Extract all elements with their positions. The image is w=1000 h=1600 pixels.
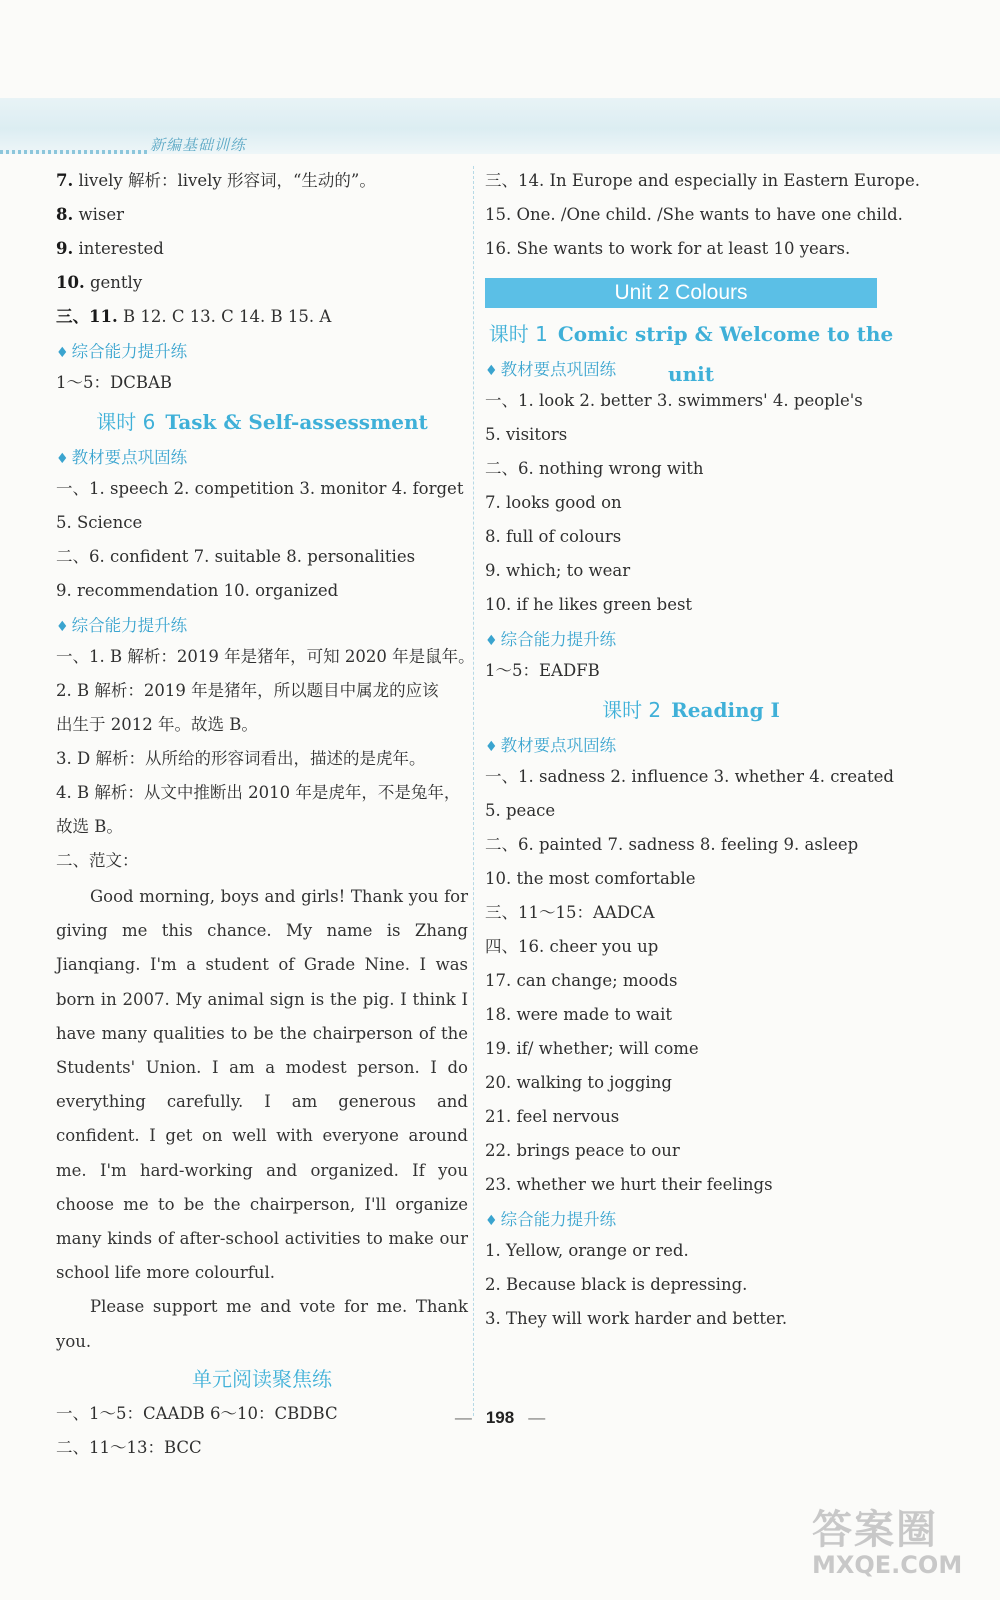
diamond-icon: ♦ <box>485 633 498 649</box>
right-column <box>485 166 920 1338</box>
diamond-icon: ♦ <box>56 619 69 635</box>
left-column <box>56 166 475 1467</box>
answer-line: 21. feel nervous <box>485 1107 620 1126</box>
watermark-bottom: MXQE.COM <box>812 1551 963 1579</box>
answer-line: 二、6. confident 7. suitable 8. personalities <box>56 547 416 566</box>
answer-line: 10. the most comfortable <box>485 869 696 888</box>
section-heading: ♦ 综合能力提升练 <box>485 630 617 649</box>
answer-line: 5. Science <box>56 513 143 532</box>
answer-line: 5. peace <box>485 801 556 820</box>
answer-line: 1～5：DCBAB <box>56 373 173 392</box>
answer-line: 二、范文： <box>56 851 139 870</box>
section-heading: ♦ 教材要点巩固练 <box>485 360 617 379</box>
answer-line: 一、1. sadness 2. influence 3. whether 4. created <box>485 767 894 786</box>
header-decoration <box>0 150 150 154</box>
answer-line: 一、1. look 2. better 3. swimmers' 4. people's <box>485 391 863 410</box>
answer-line: 1～5：EADFB <box>485 661 600 680</box>
lesson-title: 课时 2 Reading Ⅰ <box>602 698 780 722</box>
answer-line: 10. gently <box>56 273 143 292</box>
answer-line: 9. interested <box>56 239 164 258</box>
answer-line: 15. One. /One child. /She wants to have one child. <box>485 205 903 224</box>
unit-reading-heading: 单元阅读聚焦练 <box>192 1366 332 1391</box>
answer-line: 一、1. speech 2. competition 3. monitor 4. forget <box>56 479 464 498</box>
answer-line: 3. D 解析：从所给的形容词看出，描述的是虎年。 <box>56 749 426 768</box>
answer-line: 18. were made to wait <box>485 1005 673 1024</box>
running-header: 新编基础训练 <box>150 136 247 154</box>
answer-line: 三、14. In Europe and especially in Eastern Europe. <box>485 171 920 190</box>
answer-line: 17. can change; moods <box>485 971 678 990</box>
diamond-icon: ♦ <box>56 451 69 467</box>
section-heading: ♦ 综合能力提升练 <box>56 342 188 361</box>
answer-line: 1. Yellow, orange or red. <box>485 1241 689 1260</box>
diamond-icon: ♦ <box>56 345 69 361</box>
answer-line: 二、11～13：BCC <box>56 1437 202 1457</box>
page-number: — 198 — <box>454 1408 546 1427</box>
section-heading: ♦ 综合能力提升练 <box>485 1210 617 1229</box>
answer-line: 一、1. B 解析：2019 年是猪年，可知 2020 年是鼠年。 <box>56 647 475 666</box>
section-heading: ♦ 教材要点巩固练 <box>56 448 188 467</box>
diamond-icon: ♦ <box>485 1213 498 1229</box>
answer-line: 5. visitors <box>485 425 568 444</box>
answer-line: 2. B 解析：2019 年是猪年，所以题目中属龙的应该 <box>56 681 439 700</box>
diamond-icon: ♦ <box>485 739 498 755</box>
section-heading: ♦ 综合能力提升练 <box>56 616 188 635</box>
model-essay: Good morning, boys and girls! Thank you for giving me this chance. My name is Zhang Jianqiang. I'm a student of Grade Nine. I was born in 2007. My animal sign is the pig. I think I have many qualities to be the chairperson of the Students' Union. I am a modest person. I do everything carefully. I am generous and confident. I get on well with everyone around me. I'm hard-working and organized. If you choose me to be the chairperson, I'll organize many kinds of after-school activities to make our school life more colourful. <box>56 887 468 1283</box>
model-essay-closing: Please support me and vote for me. Thank you. <box>56 1297 468 1351</box>
unit-title-bar: Unit 2 Colours <box>485 278 877 308</box>
diamond-icon: ♦ <box>485 363 498 379</box>
answer-line: 三、11. B 12. C 13. C 14. B 15. A <box>56 307 332 326</box>
answer-line: 二、6. painted 7. sadness 8. feeling 9. asleep <box>485 835 859 854</box>
answer-line: 7. looks good on <box>485 493 622 512</box>
lesson-title: 课时 6 Task & Self-assessment <box>96 410 428 434</box>
answer-line: 4. B 解析：从文中推断出 2010 年是虎年，不是兔年， <box>56 783 461 802</box>
answer-line: 16. She wants to work for at least 10 years. <box>485 239 851 258</box>
answer-line: 20. walking to jogging <box>485 1073 672 1092</box>
answer-line: 二、6. nothing wrong with <box>485 459 704 478</box>
answer-line: 22. brings peace to our <box>485 1141 680 1160</box>
answer-line: 三、11～15：AADCA <box>485 903 655 922</box>
answer-line: 23. whether we hurt their feelings <box>485 1175 773 1194</box>
answer-line: 故选 B。 <box>56 817 123 836</box>
answer-line: 10. if he likes green best <box>485 595 693 614</box>
watermark-top: 答案圈 <box>812 1507 938 1553</box>
section-heading: ♦ 教材要点巩固练 <box>485 736 617 755</box>
answer-line: 四、16. cheer you up <box>485 937 659 956</box>
answer-line: 9. which; to wear <box>485 561 631 580</box>
answer-line: 8. wiser <box>56 205 124 224</box>
answer-line: 8. full of colours <box>485 527 622 546</box>
answer-line: 2. Because black is depressing. <box>485 1275 748 1294</box>
watermark-logo <box>812 1508 972 1580</box>
answer-line: 出生于 2012 年。故选 B。 <box>56 715 258 734</box>
answer-line: 19. if/ whether; will come <box>485 1039 699 1058</box>
answer-line: 一、1～5：CAADB 6～10：CBDBC <box>56 1403 338 1423</box>
answer-line: 3. They will work harder and better. <box>485 1309 788 1328</box>
answer-line: 7. lively 解析：lively 形容词，“生动的”。 <box>56 171 376 190</box>
answer-line: 9. recommendation 10. organized <box>56 581 339 600</box>
column-divider <box>473 166 474 1416</box>
lesson-title: 课时 1 Comic strip & Welcome to the unit <box>488 322 894 386</box>
